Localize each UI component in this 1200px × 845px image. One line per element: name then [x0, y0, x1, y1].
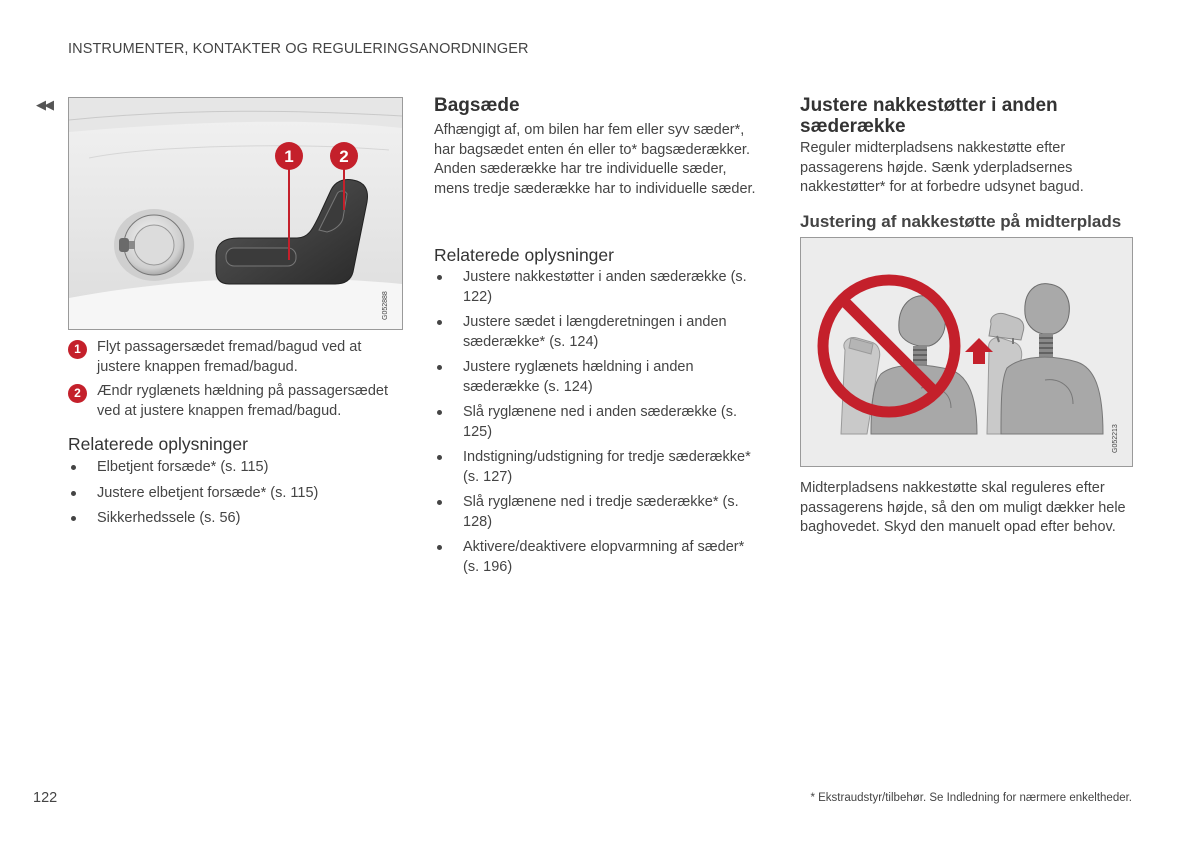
callout-text: Flyt passagersædet fremad/bagud ved at justere knappen fremad/bagud.	[97, 339, 362, 375]
callout-number-badge: 2	[68, 384, 87, 403]
section-body: Reguler midterpladsens nakkestøtte efter passagerens højde. Sænk yderpladsernes nakkestøtter* for at forbedre udsynet bagud.	[800, 140, 1084, 195]
related-link[interactable]: Sikkerhedssele (s. 56)	[68, 509, 388, 529]
related-link[interactable]: Justere elbetjent forsæde* (s. 115)	[68, 484, 388, 504]
related-link[interactable]: Justere ryglænets hældning i anden sæderække (s. 124)	[434, 358, 764, 397]
related-link[interactable]: Justere sædet i længderetningen i anden sæderække* (s. 124)	[434, 313, 764, 352]
footnote: * Ekstraudstyr/tilbehør. Se Indledning for nærmere enkeltheder.	[810, 792, 1132, 804]
related-link[interactable]: Elbetjent forsæde* (s. 115)	[68, 458, 388, 478]
section-body: Afhængigt af, om bilen har fem eller syv sæder*, har bagsædet enten én eller to* bagsæderækker. Anden sæderække har tre individuelle sæder, mens tredje sæderække har to individuelle sæder.	[434, 122, 756, 197]
related-heading: Relaterede oplysninger	[434, 245, 614, 265]
figure-code: G052888	[382, 291, 389, 320]
headrest-figure	[800, 237, 1133, 467]
running-header: INSTRUMENTER, KONTAKTER OG REGULERINGSANORDNINGER	[68, 41, 529, 57]
callout-number-badge: 1	[68, 340, 87, 359]
related-link[interactable]: Slå ryglænene ned i anden sæderække (s. 125)	[434, 403, 764, 442]
related-link[interactable]: Slå ryglænene ned i tredje sæderække* (s. 128)	[434, 493, 764, 532]
callout-item	[68, 338, 388, 377]
seat-controls-figure	[68, 97, 403, 330]
callout-item	[68, 382, 388, 421]
section-title: Bagsæde	[434, 95, 520, 116]
previous-page-icon[interactable]: ◀◀	[36, 97, 52, 112]
callout-text: Ændr ryglænets hældning på passagersædet ved at justere knappen fremad/bagud.	[97, 383, 388, 419]
related-heading: Relaterede oplysninger	[68, 434, 248, 454]
subsection-title: Justering af nakkestøtte på midterplads	[800, 212, 1122, 231]
related-info-col2	[434, 245, 764, 583]
callout-list	[68, 338, 388, 426]
related-link[interactable]: Indstigning/udstigning for tredje sæderække* (s. 127)	[434, 448, 764, 487]
section-title: Justere nakkestøtter i anden sæderække	[800, 95, 1058, 137]
related-info-col1	[68, 434, 388, 535]
related-link[interactable]: Aktivere/deaktivere elopvarmning af sæder* (s. 196)	[434, 538, 764, 577]
marker-1: 1	[284, 147, 294, 166]
marker-2: 2	[339, 147, 349, 166]
related-link[interactable]: Justere nakkestøtter i anden sæderække (s. 122)	[434, 268, 764, 307]
figure-caption: Midterpladsens nakkestøtte skal reguleres efter passagerens højde, så den om muligt dækker hele baghovedet. Skyd den manuelt opad efter behov.	[800, 480, 1126, 535]
figure-code: G052213	[1112, 424, 1119, 453]
page-number: 122	[33, 790, 58, 806]
